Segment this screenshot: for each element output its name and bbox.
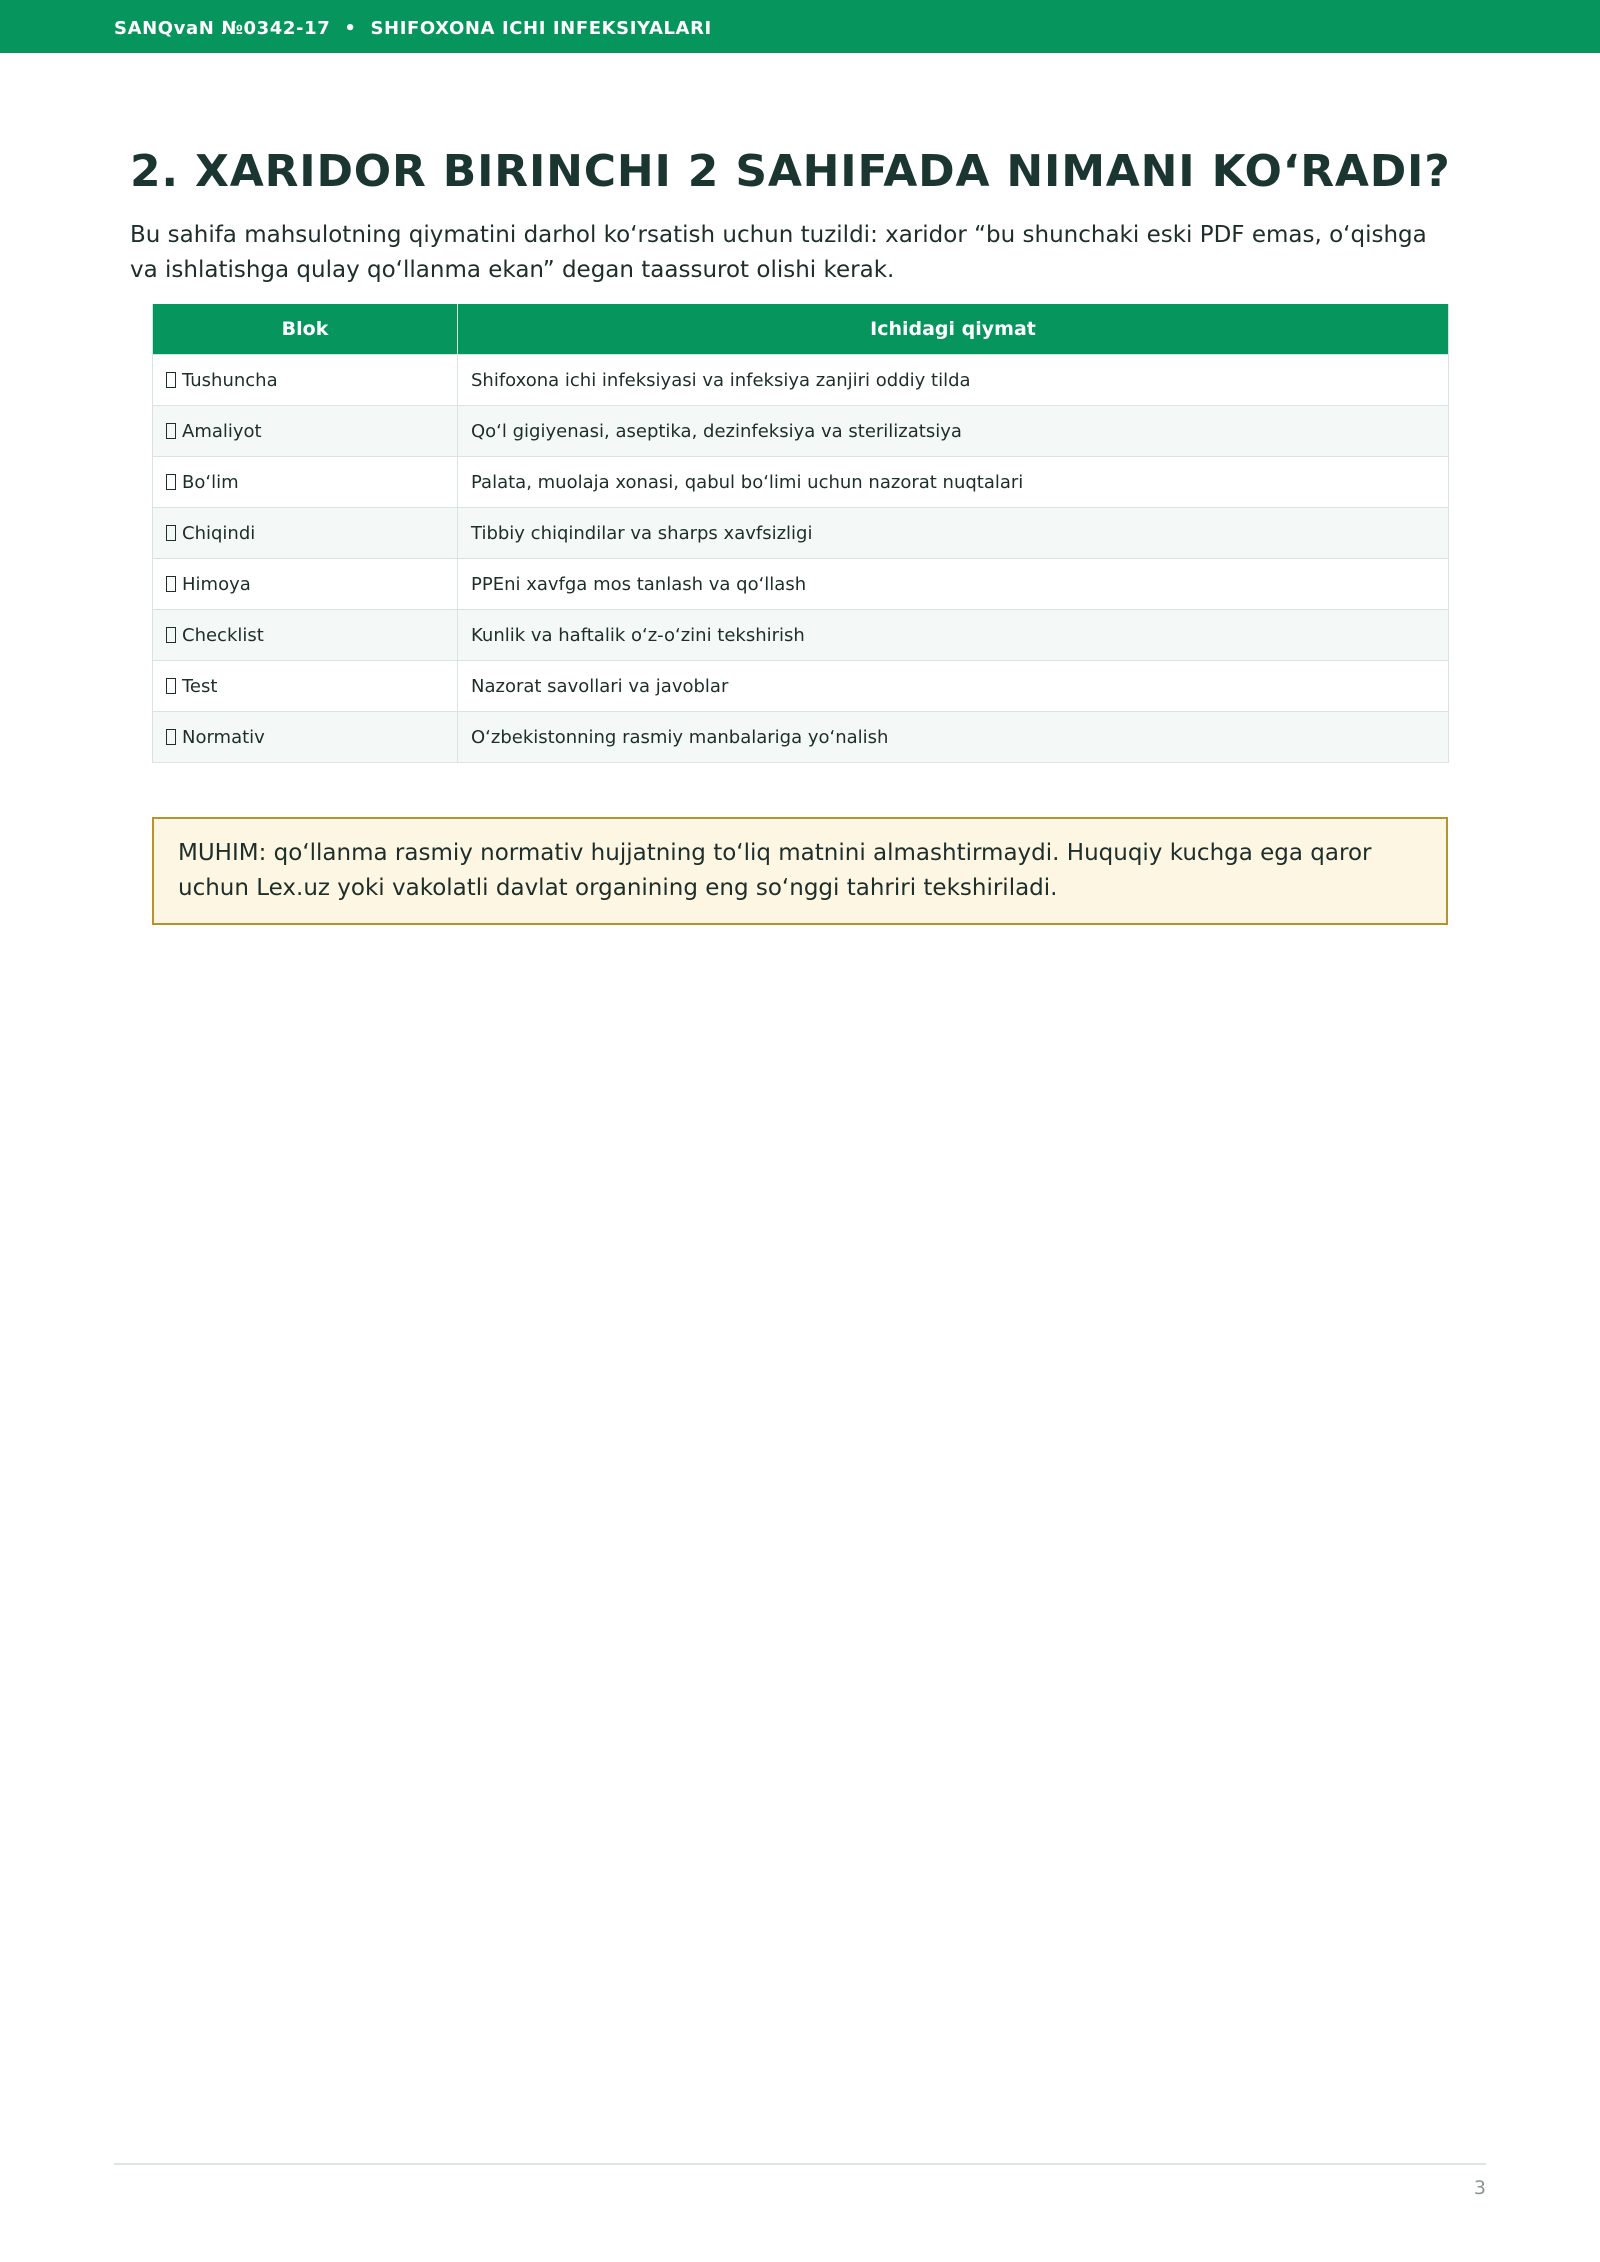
block-cell <box>153 355 458 406</box>
block-label: Test <box>182 675 218 697</box>
value-cell: Qo‘l gigiyenasi, aseptika, dezinfeksiya va sterilizatsiya <box>458 406 1449 457</box>
table-row <box>153 610 1449 661</box>
running-header <box>0 0 1600 53</box>
value-table <box>152 304 1448 763</box>
table-row <box>153 457 1449 508</box>
section-title: 2. XARIDOR BIRINCHI 2 SAHIFADA NIMANI KO‘RADI? <box>130 146 1451 197</box>
missing-glyph-icon <box>166 729 176 745</box>
section-intro: Bu sahifa mahsulotning qiymatini darhol ko‘rsatish uchun tuzildi: xaridor “bu shunchaki eski PDF emas, o‘qishga va ishlatishga qulay qo‘llanma ekan” degan taassurot olishi kerak. <box>130 222 1427 283</box>
block-cell <box>153 508 458 559</box>
missing-glyph-icon <box>166 372 176 388</box>
missing-glyph-icon <box>166 474 176 490</box>
header-separator: • <box>344 18 357 39</box>
block-cell <box>153 457 458 508</box>
table-header-row <box>153 304 1449 355</box>
important-notice <box>152 817 1448 925</box>
page-number: 3 <box>1473 2177 1486 2199</box>
block-label: Himoya <box>182 573 251 595</box>
column-header-value: Ichidagi qiymat <box>458 304 1449 355</box>
value-cell: Nazorat savollari va javoblar <box>458 661 1449 712</box>
document-code: SANQvaN №0342-17 <box>114 18 331 39</box>
missing-glyph-icon <box>166 423 176 439</box>
table-row <box>153 406 1449 457</box>
block-label: Chiqindi <box>182 522 256 544</box>
block-label: Checklist <box>182 624 264 646</box>
value-table-grid <box>152 304 1449 763</box>
value-cell: O‘zbekistonning rasmiy manbalariga yo‘nalish <box>458 712 1449 763</box>
block-label: Normativ <box>182 726 265 748</box>
missing-glyph-icon <box>166 525 176 541</box>
block-cell <box>153 610 458 661</box>
footer-divider <box>114 2163 1486 2165</box>
block-cell <box>153 712 458 763</box>
block-label: Bo‘lim <box>182 471 239 493</box>
missing-glyph-icon <box>166 627 176 643</box>
missing-glyph-icon <box>166 576 176 592</box>
table-row <box>153 661 1449 712</box>
block-cell <box>153 661 458 712</box>
document-topic: SHIFOXONA ICHI INFEKSIYALARI <box>370 18 712 39</box>
block-label: Tushuncha <box>182 369 278 391</box>
table-row <box>153 712 1449 763</box>
table-row <box>153 559 1449 610</box>
value-cell: Kunlik va haftalik o‘z-o‘zini tekshirish <box>458 610 1449 661</box>
missing-glyph-icon <box>166 678 176 694</box>
table-row <box>153 508 1449 559</box>
column-header-block: Blok <box>153 304 458 355</box>
value-cell: Shifoxona ichi infeksiyasi va infeksiya zanjiri oddiy tilda <box>458 355 1449 406</box>
block-cell <box>153 559 458 610</box>
table-row <box>153 355 1449 406</box>
running-header-text <box>114 18 712 39</box>
block-cell <box>153 406 458 457</box>
value-cell: PPEni xavfga mos tanlash va qo‘llash <box>458 559 1449 610</box>
value-cell: Palata, muolaja xonasi, qabul bo‘limi uchun nazorat nuqtalari <box>458 457 1449 508</box>
block-label: Amaliyot <box>182 420 262 442</box>
important-notice-text: MUHIM: qo‘llanma rasmiy normativ hujjatning to‘liq matnini almashtirmaydi. Huquqiy kuchga ega qaror uchun Lex.uz yoki vakolatli davlat organining eng so‘nggi tahriri tekshiriladi. <box>178 840 1372 901</box>
value-cell: Tibbiy chiqindilar va sharps xavfsizligi <box>458 508 1449 559</box>
